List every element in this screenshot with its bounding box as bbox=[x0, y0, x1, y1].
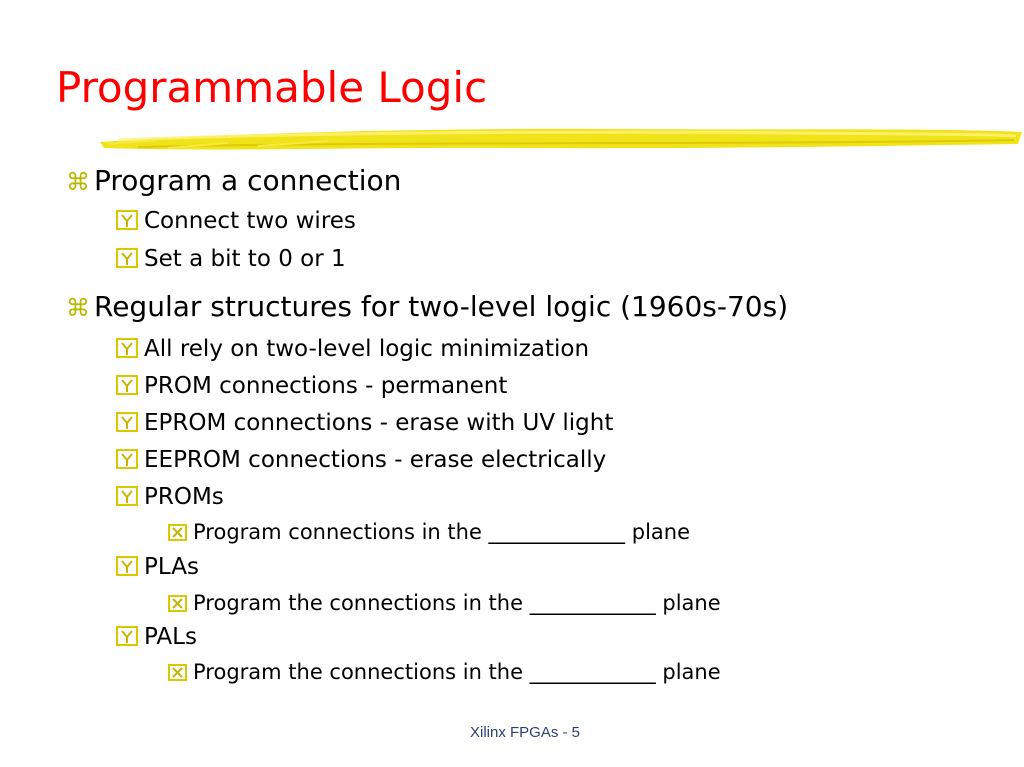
checkbox-y-icon bbox=[116, 556, 138, 576]
checkbox-y-icon bbox=[116, 248, 138, 268]
checkbox-y-icon bbox=[116, 486, 138, 506]
checkbox-x-icon bbox=[168, 664, 187, 681]
sub-bullet-item bbox=[116, 484, 224, 510]
sub-bullet-item bbox=[116, 208, 356, 234]
bullet-text: Regular structures for two-level logic (1960s-70s) bbox=[94, 290, 789, 323]
sub-bullet-item bbox=[116, 410, 613, 436]
slide-footer bbox=[0, 724, 1024, 741]
bullet-text: PROM connections - permanent bbox=[144, 373, 508, 399]
checkbox-x-icon bbox=[168, 524, 187, 541]
bullet-item bbox=[66, 290, 788, 323]
bullet-item bbox=[66, 164, 401, 197]
bullet-text: PLAs bbox=[144, 554, 199, 580]
checkbox-y-icon bbox=[116, 375, 138, 395]
bullet-text: PALs bbox=[144, 624, 197, 650]
sub-bullet-item bbox=[116, 246, 346, 272]
bullet-text: EPROM connections - erase with UV light bbox=[144, 410, 614, 436]
sub-sub-bullet-item bbox=[168, 660, 721, 684]
command-icon: ⌘ bbox=[66, 294, 90, 322]
sub-bullet-item bbox=[116, 447, 606, 473]
bullet-text: All rely on two-level logic minimization bbox=[144, 336, 590, 362]
bullet-text: Program a connection bbox=[94, 164, 402, 197]
bullet-text: PROMs bbox=[144, 484, 224, 510]
checkbox-y-icon bbox=[116, 338, 138, 358]
sub-bullet-item bbox=[116, 336, 589, 362]
checkbox-y-icon bbox=[116, 412, 138, 432]
bullet-text: Program the connections in the ____________ plane bbox=[193, 591, 721, 615]
command-icon: ⌘ bbox=[66, 168, 90, 196]
checkbox-x-icon bbox=[168, 595, 187, 612]
sub-bullet-item bbox=[116, 373, 507, 399]
bullet-text: Program connections in the _____________ plane bbox=[193, 520, 690, 544]
footer-text: Xilinx FPGAs - 5 bbox=[469, 724, 581, 741]
checkbox-y-icon bbox=[116, 626, 138, 646]
bullet-text: Program the connections in the ____________ plane bbox=[193, 660, 721, 684]
sub-bullet-item bbox=[116, 554, 199, 580]
checkbox-y-icon bbox=[116, 210, 138, 230]
title-underline-brush bbox=[98, 122, 1024, 158]
bullet-text: Set a bit to 0 or 1 bbox=[144, 246, 346, 272]
sub-sub-bullet-item bbox=[168, 520, 690, 544]
slide-title: Programmable Logic bbox=[56, 63, 488, 112]
checkbox-y-icon bbox=[116, 449, 138, 469]
bullet-text: Connect two wires bbox=[144, 208, 356, 234]
sub-sub-bullet-item bbox=[168, 591, 721, 615]
sub-bullet-item bbox=[116, 624, 197, 650]
bullet-text: EEPROM connections - erase electrically bbox=[144, 447, 607, 473]
